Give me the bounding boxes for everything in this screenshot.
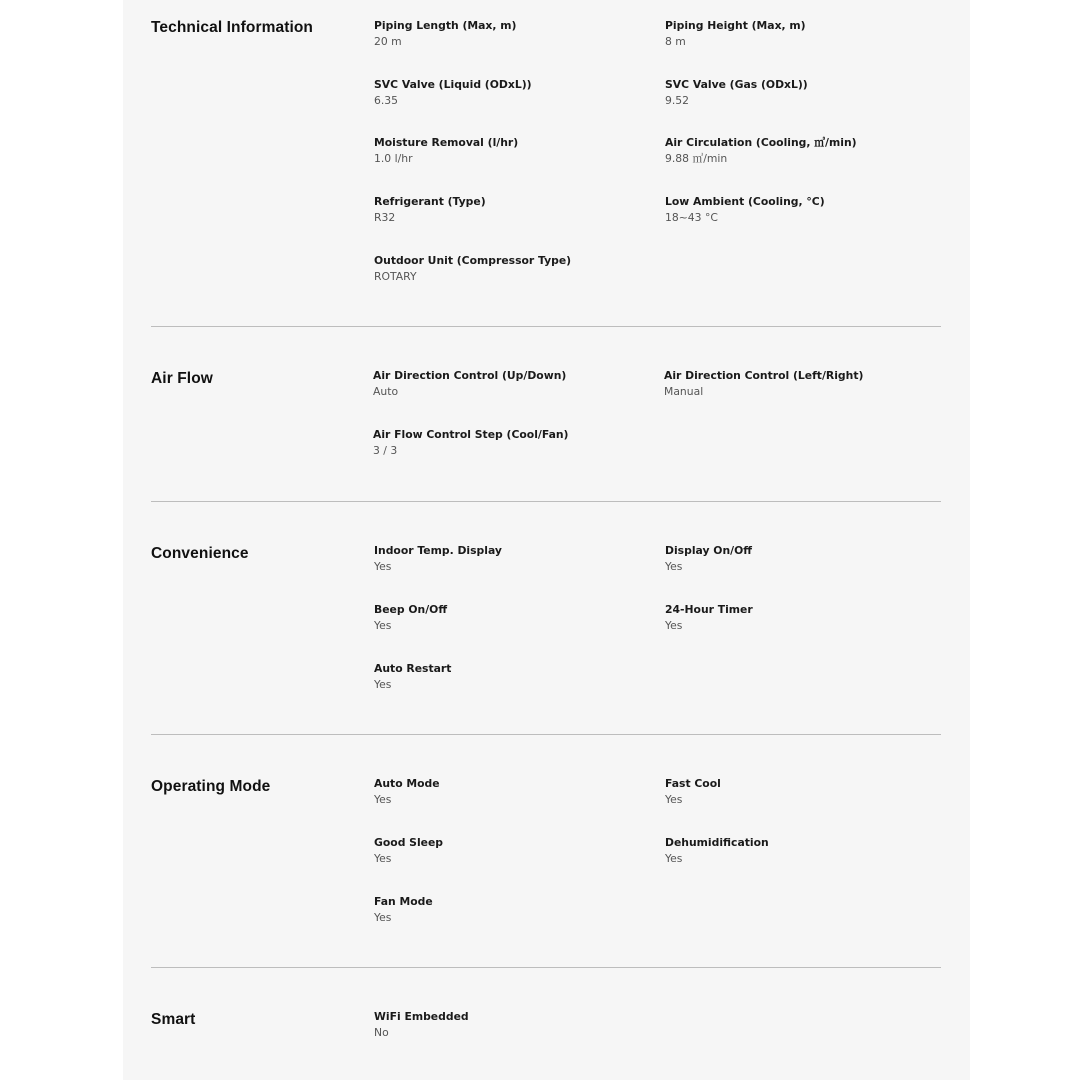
spec-value: 1.0 l/hr bbox=[374, 152, 413, 165]
spec-value: Yes bbox=[374, 619, 392, 632]
spec-value: Yes bbox=[374, 678, 392, 691]
section-title: Operating Mode bbox=[151, 778, 271, 795]
spec-air-direction-left-right bbox=[664, 368, 944, 400]
spec-value: 18~43 °C bbox=[665, 211, 718, 224]
spec-value: 3 / 3 bbox=[373, 444, 398, 457]
spec-value: Yes bbox=[374, 793, 392, 806]
spec-label: Air Direction Control (Left/Right) bbox=[664, 369, 864, 382]
spec-svc-valve-gas bbox=[665, 77, 945, 109]
spec-label: Auto Mode bbox=[374, 777, 440, 790]
spec-good-sleep bbox=[374, 835, 654, 867]
spec-value: 9.88 ㎥/min bbox=[665, 152, 728, 165]
spec-air-circulation bbox=[665, 135, 945, 167]
spec-auto-restart bbox=[374, 661, 654, 693]
spec-display-on-off bbox=[665, 543, 945, 575]
spec-label: Low Ambient (Cooling, °C) bbox=[665, 195, 825, 208]
spec-indoor-temp-display bbox=[374, 543, 654, 575]
spec-label: Air Direction Control (Up/Down) bbox=[373, 369, 567, 382]
specs-panel bbox=[123, 0, 970, 1080]
section-divider bbox=[151, 734, 941, 735]
spec-piping-length bbox=[374, 18, 654, 50]
spec-value: Yes bbox=[665, 619, 683, 632]
spec-air-flow-control-step bbox=[373, 427, 653, 459]
spec-value: Auto bbox=[373, 385, 399, 398]
section-title: Convenience bbox=[151, 545, 249, 562]
spec-beep-on-off bbox=[374, 602, 654, 634]
spec-value: R32 bbox=[374, 211, 396, 224]
spec-value: Yes bbox=[665, 852, 683, 865]
spec-label: Air Circulation (Cooling, ㎥/min) bbox=[665, 136, 857, 149]
spec-label: Beep On/Off bbox=[374, 603, 448, 616]
spec-label: Moisture Removal (l/hr) bbox=[374, 136, 519, 149]
spec-label: Auto Restart bbox=[374, 662, 452, 675]
spec-fan-mode bbox=[374, 894, 654, 926]
section-divider bbox=[151, 967, 941, 968]
spec-svc-valve-liquid bbox=[374, 77, 654, 109]
spec-dehumidification bbox=[665, 835, 945, 867]
spec-label: 24-Hour Timer bbox=[665, 603, 753, 616]
spec-compressor-type bbox=[374, 253, 654, 285]
spec-wifi-embedded bbox=[374, 1009, 654, 1041]
spec-low-ambient bbox=[665, 194, 945, 226]
spec-label: SVC Valve (Liquid (ODxL)) bbox=[374, 78, 532, 91]
spec-fast-cool bbox=[665, 776, 945, 808]
spec-value: Manual bbox=[664, 385, 704, 398]
spec-value: Yes bbox=[374, 560, 392, 573]
spec-value: 9.52 bbox=[665, 94, 690, 107]
spec-label: Display On/Off bbox=[665, 544, 753, 557]
spec-label: Piping Length (Max, m) bbox=[374, 19, 517, 32]
spec-value: 8 m bbox=[665, 35, 686, 48]
spec-moisture-removal bbox=[374, 135, 654, 167]
section-divider bbox=[151, 501, 941, 502]
spec-label: Fast Cool bbox=[665, 777, 721, 790]
spec-value: Yes bbox=[665, 560, 683, 573]
spec-label: Air Flow Control Step (Cool/Fan) bbox=[373, 428, 569, 441]
section-title: Air Flow bbox=[151, 370, 213, 387]
spec-air-direction-up-down bbox=[373, 368, 653, 400]
spec-label: Fan Mode bbox=[374, 895, 433, 908]
spec-label: Indoor Temp. Display bbox=[374, 544, 502, 557]
spec-label: WiFi Embedded bbox=[374, 1010, 469, 1023]
spec-value: ROTARY bbox=[374, 270, 417, 283]
section-divider bbox=[151, 326, 941, 327]
spec-auto-mode bbox=[374, 776, 654, 808]
spec-label: Good Sleep bbox=[374, 836, 444, 849]
spec-refrigerant bbox=[374, 194, 654, 226]
spec-label: Piping Height (Max, m) bbox=[665, 19, 806, 32]
spec-value: No bbox=[374, 1026, 389, 1039]
section-title: Technical Information bbox=[151, 19, 313, 36]
spec-label: Dehumidification bbox=[665, 836, 769, 849]
spec-value: 20 m bbox=[374, 35, 402, 48]
spec-label: Outdoor Unit (Compressor Type) bbox=[374, 254, 572, 267]
section-title: Smart bbox=[151, 1011, 196, 1028]
spec-value: Yes bbox=[374, 911, 392, 924]
spec-24-hour-timer bbox=[665, 602, 945, 634]
spec-value: 6.35 bbox=[374, 94, 399, 107]
spec-value: Yes bbox=[374, 852, 392, 865]
spec-label: SVC Valve (Gas (ODxL)) bbox=[665, 78, 808, 91]
spec-label: Refrigerant (Type) bbox=[374, 195, 486, 208]
spec-piping-height bbox=[665, 18, 945, 50]
spec-value: Yes bbox=[665, 793, 683, 806]
